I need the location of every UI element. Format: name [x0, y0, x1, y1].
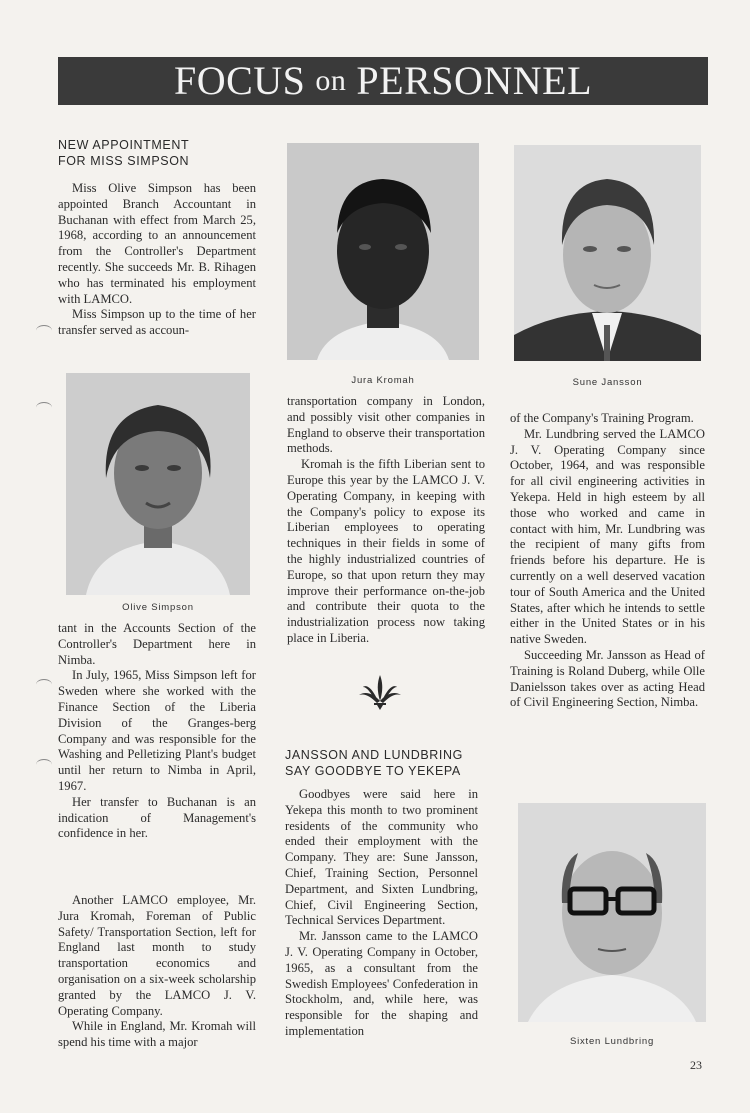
- kromah-text-left: [58, 893, 256, 1051]
- binding-mark: [36, 679, 52, 690]
- caption-sixten-lundbring: Sixten Lundbring: [569, 1036, 655, 1047]
- banner-word-focus: FOCUS: [173, 58, 306, 103]
- simpson-paragraph-2: Miss Simpson up to the time of her transfer served as accoun-: [58, 307, 256, 338]
- jansson-paragraph-4: Mr. Lundbring served the LAMCO J. V. Operating Company since October, 1964, and was responsible for all civil engineering activities in Yekepa. Held in high esteem by all those who worked and came in contact with him, Mr. Lundbring was the recipient of many gifts from friends before his departure. He is currently on a well deserved vacation tour of South America and the United States, after which he intends to settle either in the United States or in his native Sweden.: [510, 426, 705, 647]
- simpson-heading-line2: FOR MISS SIMPSON: [58, 154, 190, 168]
- jansson-heading: [285, 747, 485, 779]
- caption-olive-simpson: Olive Simpson: [122, 602, 194, 613]
- photo-sixten-lundbring: [518, 803, 706, 1022]
- caption-jura-kromah: Jura Kromah: [351, 375, 415, 386]
- jansson-paragraph-5: Succeeding Mr. Jansson as Head of Training is Roland Duberg, while Olle Danielsson takes over as acting Head of Civil Engineering Section, Nimba.: [510, 647, 705, 710]
- simpson-paragraph-4: In July, 1965, Miss Simpson left for Sweden where she worked with the Finance Section of the Liberia Division of the Granges-berg Company and was responsible for the Washing and Pelletizing Plant's budget until her return to Nimba in April, 1967.: [58, 668, 256, 793]
- kromah-paragraph-3: transportation company in London, and possibly visit other companies in England to observe their transportation methods.: [287, 394, 485, 456]
- photo-olive-simpson: [66, 373, 250, 595]
- simpson-paragraph-5: Her transfer to Buchanan is an indication of Management's confidence in her.: [58, 794, 256, 841]
- simpson-heading-line1: NEW APPOINTMENT: [58, 138, 190, 152]
- simpson-text-bottom: [58, 621, 256, 842]
- simpson-paragraph-1: Miss Olive Simpson has been appointed Branch Accountant in Buchanan with effect from March 25, 1968, according to an announcement from the Controller's Department recently. She succeeds Mr. B. Rihagen who has terminated his employment with LAMCO.: [58, 181, 256, 306]
- page-banner: [58, 57, 708, 105]
- fleuron-ornament-icon: [357, 671, 403, 711]
- photo-jura-kromah: [287, 143, 479, 360]
- jansson-paragraph-3: of the Company's Training Program.: [510, 411, 694, 425]
- kromah-paragraph-2: While in England, Mr. Kromah will spend his time with a major: [58, 1019, 256, 1050]
- kromah-text-middle: [287, 394, 485, 647]
- jansson-paragraph-2: Mr. Jansson came to the LAMCO J. V. Operating Company in October, 1965, as a consultant from the Swedish Employees' Confederation in Stockholm, and, while here, was responsible for the shaping and implementation: [285, 929, 478, 1038]
- page-number: 23: [690, 1058, 702, 1072]
- photo-sune-jansson: [514, 145, 701, 361]
- jansson-text-middle: [285, 787, 478, 1040]
- jansson-heading-line1: JANSSON AND LUNDBRING: [285, 748, 463, 762]
- binding-mark: [36, 402, 52, 413]
- kromah-paragraph-4: Kromah is the fifth Liberian sent to Europe this year by the LAMCO J. V. Operating Company, in keeping with the Company's policy to expose its Liberian employees to operating techniques in their fields in some of the highly industrialized countries of Europe, so that upon return they may improve their performance on-the-job and contribute their quota to the industrialization process now taking place in Liberia.: [287, 457, 485, 645]
- banner-word-on: on: [315, 64, 347, 97]
- simpson-heading: [58, 137, 258, 169]
- kromah-paragraph-1: Another LAMCO employee, Mr. Jura Kromah, Foreman of Public Safety/ Transportation Section, left for England last month to study transportation economics and organisation on a six-week scholarship granted by the LAMCO J. V. Operating Company.: [58, 893, 256, 1018]
- caption-sune-jansson: Sune Jansson: [572, 377, 643, 388]
- jansson-text-right: [510, 411, 705, 711]
- simpson-paragraph-3: tant in the Accounts Section of the Controller's Department here in Nimba.: [58, 621, 256, 667]
- banner-word-personnel: PERSONNEL: [356, 58, 593, 103]
- binding-mark: [36, 759, 52, 770]
- binding-mark: [36, 325, 52, 336]
- simpson-text-top: [58, 181, 256, 339]
- jansson-heading-line2: SAY GOODBYE TO YEKEPA: [285, 764, 461, 778]
- jansson-paragraph-1: Goodbyes were said here in Yekepa this month to two prominent residents of the community who ended their employment with the Company. They are: Sune Jansson, Chief, Training Section, Personnel Department, and Sixten Lundbring, Chief, Civil Engineering Section, Technical Services Department.: [285, 787, 478, 928]
